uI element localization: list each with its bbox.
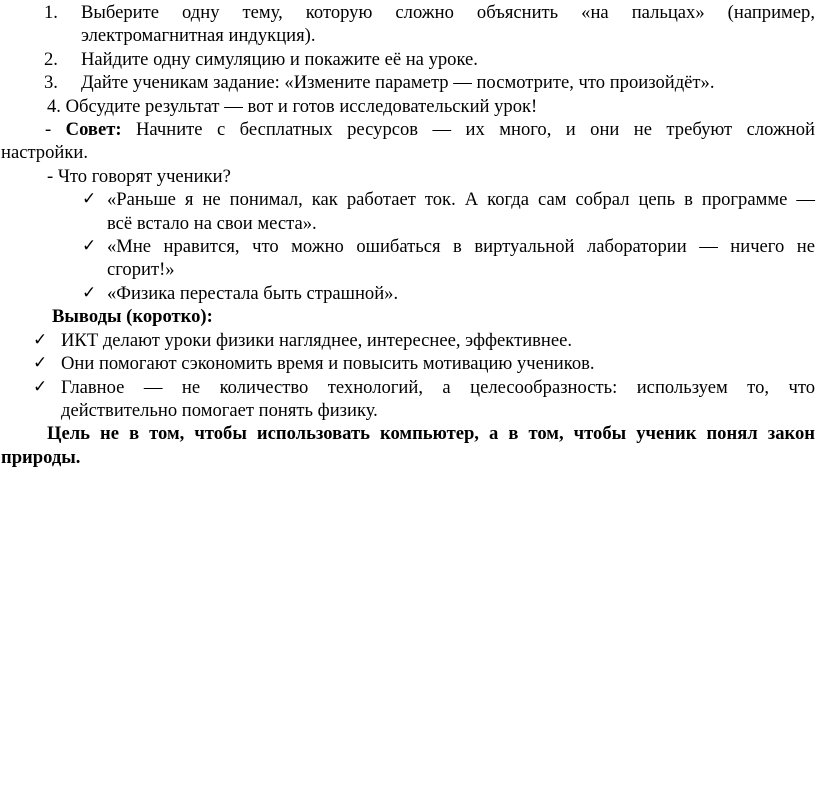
goal-text-line: природы. xyxy=(1,446,81,468)
tip-continuation: настройки. xyxy=(1,142,88,164)
checkmark-icon: ✓ xyxy=(33,353,48,374)
numbered-step-1 xyxy=(0,1,816,48)
conclusion-item-1 xyxy=(0,329,816,352)
conclusion-text-line: Они помогают сэкономить время и повысить мотивацию учеников. xyxy=(61,353,595,375)
checkmark-icon: ✓ xyxy=(82,189,97,210)
quote-item-2 xyxy=(0,235,816,282)
step-text-line: Найдите одну симуляцию и покажите её на уроке. xyxy=(81,48,478,70)
step-number: 1. xyxy=(44,2,58,23)
quote-text-line: «Мне нравится, что можно ошибаться в виртуальной лаборатории — ничего не xyxy=(107,236,815,258)
quote-text-line: сгорит!» xyxy=(107,259,175,281)
conclusion-item-2 xyxy=(0,352,816,375)
tip-text: Начните с бесплатных ресурсов — их много, и они не требуют сложной xyxy=(135,119,815,141)
checkmark-icon: ✓ xyxy=(82,236,97,257)
goal-continuation xyxy=(1,446,816,469)
tip-dash: - xyxy=(45,119,66,141)
quote-item-1 xyxy=(0,188,816,235)
numbered-step-4: 4. Обсудите результат — вот и готов исследовательский урок! xyxy=(47,95,538,117)
goal-text-line: Цель не в том, чтобы использовать компьютер, а в том, чтобы ученик понял закон xyxy=(47,423,815,445)
quote-text-line: «Раньше я не понимал, как работает ток. А когда сам собрал цепь в программе — xyxy=(107,189,815,211)
step-number: 3. xyxy=(44,72,58,94)
quote-text-line: «Физика перестала быть страшной». xyxy=(107,282,399,304)
checkmark-icon: ✓ xyxy=(82,282,97,303)
conclusion-item-3 xyxy=(0,376,816,423)
numbered-step-2 xyxy=(0,48,816,71)
conclusion-text-line: действительно помогает понять физику. xyxy=(61,399,378,421)
quote-item-3 xyxy=(0,282,816,305)
step-text-line: Выберите одну тему, которую сложно объяснить «на пальцах» (например, xyxy=(81,2,815,23)
conclusion-text-line: Главное — не количество технологий, а целесообразность: используем то, что xyxy=(61,376,815,398)
goal-statement xyxy=(47,422,815,445)
conclusions-heading xyxy=(52,305,816,328)
students-heading: - Что говорят ученики? xyxy=(47,165,231,187)
checkmark-icon: ✓ xyxy=(33,376,48,397)
conclusions-heading-text: Выводы (коротко): xyxy=(52,306,213,328)
numbered-step-3 xyxy=(0,71,816,94)
step-text-line: Дайте ученикам задание: «Измените параметр — посмотрите, что произойдёт». xyxy=(81,72,715,94)
conclusion-text-line: ИКТ делают уроки физики нагляднее, интереснее, эффективнее. xyxy=(61,329,573,351)
tip-label: Совет: xyxy=(65,119,122,141)
step-text-line: электромагнитная индукция). xyxy=(81,25,316,47)
step-number: 2. xyxy=(44,48,58,70)
tip-paragraph xyxy=(45,118,815,141)
checkmark-icon: ✓ xyxy=(33,329,48,350)
quote-text-line: всё встало на свои места». xyxy=(107,212,317,234)
